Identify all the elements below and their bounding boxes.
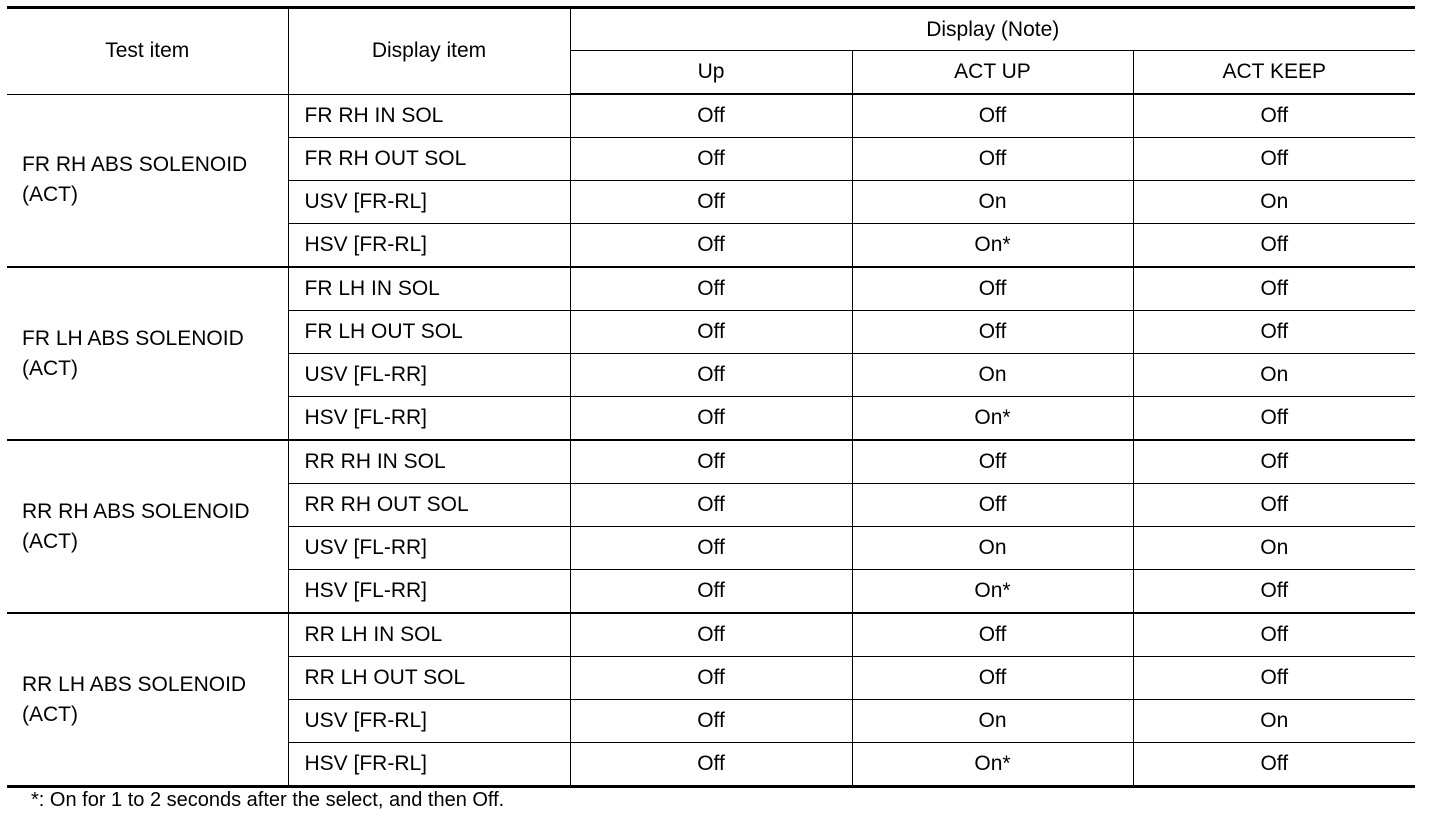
display-item-cell: USV [FR-RL] xyxy=(288,700,570,743)
act-up-value: On* xyxy=(852,397,1133,441)
up-value: Off xyxy=(570,570,852,614)
up-value: Off xyxy=(570,181,852,224)
up-value: Off xyxy=(570,354,852,397)
up-value: Off xyxy=(570,657,852,700)
display-item-cell: HSV [FR-RL] xyxy=(288,743,570,787)
act-keep-value: Off xyxy=(1133,440,1415,484)
header-up: Up xyxy=(570,51,852,95)
display-item-cell: FR LH OUT SOL xyxy=(288,311,570,354)
act-keep-value: Off xyxy=(1133,484,1415,527)
header-test-item: Test item xyxy=(7,8,288,95)
act-up-value: Off xyxy=(852,657,1133,700)
up-value: Off xyxy=(570,743,852,787)
test-item-cell: FR LH ABS SOLENOID (ACT) xyxy=(7,267,288,440)
act-up-value: On xyxy=(852,354,1133,397)
act-keep-value: Off xyxy=(1133,397,1415,441)
display-item-cell: RR LH IN SOL xyxy=(288,613,570,657)
up-value: Off xyxy=(570,311,852,354)
table-row xyxy=(7,613,1415,657)
display-item-cell: HSV [FL-RR] xyxy=(288,397,570,441)
header-act-up: ACT UP xyxy=(852,51,1133,95)
act-keep-value: Off xyxy=(1133,267,1415,311)
act-up-value: Off xyxy=(852,440,1133,484)
up-value: Off xyxy=(570,138,852,181)
act-keep-value: Off xyxy=(1133,613,1415,657)
display-item-cell: RR LH OUT SOL xyxy=(288,657,570,700)
display-item-cell: FR RH OUT SOL xyxy=(288,138,570,181)
table-row xyxy=(7,440,1415,484)
display-item-cell: RR RH OUT SOL xyxy=(288,484,570,527)
table-row xyxy=(7,267,1415,311)
act-keep-value: On xyxy=(1133,354,1415,397)
footnote: *: On for 1 to 2 seconds after the select, and then Off. xyxy=(31,789,505,811)
test-item-cell: FR RH ABS SOLENOID (ACT) xyxy=(7,94,288,267)
active-test-table xyxy=(7,6,1415,788)
display-item-cell: FR RH IN SOL xyxy=(288,94,570,138)
group-rr-lh xyxy=(7,613,1415,787)
display-item-cell: HSV [FR-RL] xyxy=(288,224,570,268)
display-item-cell: FR LH IN SOL xyxy=(288,267,570,311)
display-item-cell: HSV [FL-RR] xyxy=(288,570,570,614)
act-keep-value: On xyxy=(1133,527,1415,570)
display-item-cell: USV [FL-RR] xyxy=(288,527,570,570)
up-value: Off xyxy=(570,267,852,311)
up-value: Off xyxy=(570,94,852,138)
act-keep-value: On xyxy=(1133,181,1415,224)
up-value: Off xyxy=(570,613,852,657)
up-value: Off xyxy=(570,397,852,441)
table-header xyxy=(7,8,1415,95)
display-item-cell: RR RH IN SOL xyxy=(288,440,570,484)
test-item-cell: RR LH ABS SOLENOID (ACT) xyxy=(7,613,288,787)
group-rr-rh xyxy=(7,440,1415,613)
test-item-cell: RR RH ABS SOLENOID (ACT) xyxy=(7,440,288,613)
display-item-cell: USV [FL-RR] xyxy=(288,354,570,397)
group-fr-rh xyxy=(7,94,1415,267)
up-value: Off xyxy=(570,527,852,570)
act-keep-value: Off xyxy=(1133,311,1415,354)
act-up-value: On xyxy=(852,181,1133,224)
act-up-value: Off xyxy=(852,613,1133,657)
group-fr-lh xyxy=(7,267,1415,440)
up-value: Off xyxy=(570,700,852,743)
act-keep-value: Off xyxy=(1133,224,1415,268)
act-keep-value: On xyxy=(1133,700,1415,743)
act-up-value: Off xyxy=(852,267,1133,311)
act-keep-value: Off xyxy=(1133,657,1415,700)
act-up-value: On xyxy=(852,700,1133,743)
act-keep-value: Off xyxy=(1133,138,1415,181)
act-up-value: On xyxy=(852,527,1133,570)
act-up-value: Off xyxy=(852,138,1133,181)
display-item-cell: USV [FR-RL] xyxy=(288,181,570,224)
table-row xyxy=(7,94,1415,138)
act-up-value: Off xyxy=(852,94,1133,138)
up-value: Off xyxy=(570,484,852,527)
header-display-item: Display item xyxy=(288,8,570,95)
act-up-value: On* xyxy=(852,743,1133,787)
act-keep-value: Off xyxy=(1133,94,1415,138)
act-keep-value: Off xyxy=(1133,743,1415,787)
solenoid-test-sheet xyxy=(7,6,1415,788)
act-up-value: Off xyxy=(852,311,1133,354)
header-act-keep: ACT KEEP xyxy=(1133,51,1415,95)
act-up-value: Off xyxy=(852,484,1133,527)
act-up-value: On* xyxy=(852,224,1133,268)
header-display-note: Display (Note) xyxy=(570,8,1415,51)
up-value: Off xyxy=(570,224,852,268)
act-up-value: On* xyxy=(852,570,1133,614)
act-keep-value: Off xyxy=(1133,570,1415,614)
up-value: Off xyxy=(570,440,852,484)
